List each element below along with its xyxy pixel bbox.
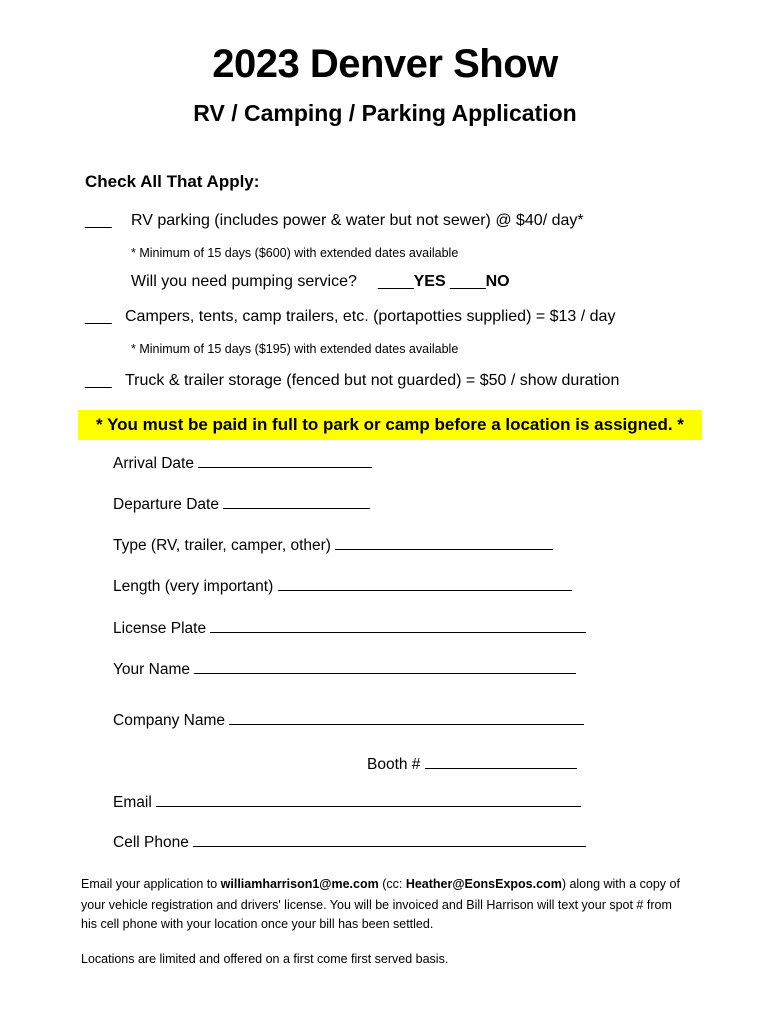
pumping-no-label: NO bbox=[485, 273, 510, 290]
page-title: 2023 Denver Show bbox=[212, 42, 558, 86]
pumping-question: Will you need pumping service? bbox=[131, 273, 357, 290]
footer-instructions-line1 bbox=[81, 877, 680, 891]
length-field[interactable] bbox=[113, 577, 572, 596]
footer-availability-note: Locations are limited and offered on a first come first served basis. bbox=[81, 952, 449, 966]
pumping-yes-option[interactable] bbox=[378, 273, 446, 291]
campers-minimum-note: * Minimum of 15 days ($195) with extended dates available bbox=[131, 342, 459, 356]
your-name-input-line[interactable] bbox=[194, 660, 576, 674]
length-input-line[interactable] bbox=[278, 577, 572, 591]
footer-text: (cc: bbox=[378, 877, 406, 891]
cell-phone-label: Cell Phone bbox=[113, 834, 189, 851]
cell-phone-input-line[interactable] bbox=[193, 833, 586, 847]
type-label: Type (RV, trailer, camper, other) bbox=[113, 537, 331, 554]
rv-parking-checkbox-blank[interactable]: ___ bbox=[85, 212, 112, 229]
cell-phone-field[interactable] bbox=[113, 833, 586, 852]
contact-email-heather[interactable]: Heather@EonsExpos.com bbox=[405, 877, 562, 891]
company-name-label: Company Name bbox=[113, 712, 225, 729]
check-all-heading: Check All That Apply: bbox=[85, 172, 260, 191]
license-plate-field[interactable] bbox=[113, 619, 586, 638]
booth-label: Booth # bbox=[367, 756, 421, 773]
pumping-yes-label: YES bbox=[413, 273, 446, 290]
license-plate-label: License Plate bbox=[113, 620, 207, 637]
footer-text: ) along with a copy of bbox=[561, 877, 680, 891]
company-name-field[interactable] bbox=[113, 711, 584, 730]
campers-label: Campers, tents, camp trailers, etc. (portapotties supplied) = $13 / day bbox=[125, 308, 616, 325]
footer-text: Email your application to bbox=[81, 877, 221, 891]
pumping-no-option[interactable] bbox=[450, 273, 510, 291]
length-label: Length (very important) bbox=[113, 578, 274, 595]
payment-warning-banner: * You must be paid in full to park or camp before a location is assigned. * bbox=[78, 410, 702, 440]
pumping-yes-blank[interactable]: ____ bbox=[378, 273, 414, 290]
rv-minimum-note: * Minimum of 15 days ($600) with extended dates available bbox=[131, 246, 459, 260]
email-label: Email bbox=[113, 794, 152, 811]
arrival-date-field[interactable] bbox=[113, 454, 372, 473]
your-name-field[interactable] bbox=[113, 660, 576, 679]
truck-storage-label: Truck & trailer storage (fenced but not guarded) = $50 / show duration bbox=[125, 372, 620, 389]
rv-parking-label: RV parking (includes power & water but not sewer) @ $40/ day* bbox=[131, 212, 584, 229]
type-input-line[interactable] bbox=[335, 536, 553, 550]
arrival-date-label: Arrival Date bbox=[113, 455, 194, 472]
type-field[interactable] bbox=[113, 536, 553, 555]
departure-date-field[interactable] bbox=[113, 495, 370, 514]
contact-email-william[interactable]: williamharrison1@me.com bbox=[220, 877, 379, 891]
arrival-date-input-line[interactable] bbox=[198, 454, 372, 468]
truck-storage-checkbox-blank[interactable]: ___ bbox=[85, 372, 112, 389]
departure-date-input-line[interactable] bbox=[223, 495, 370, 509]
footer-instructions-line2: your vehicle registration and drivers' license. You will be invoiced and Bill Harrison will text your spot # from bbox=[81, 898, 672, 912]
footer-instructions-line3: his cell phone with your location once your bill has been settled. bbox=[81, 917, 434, 931]
your-name-label: Your Name bbox=[113, 661, 190, 678]
email-input-line[interactable] bbox=[156, 793, 581, 807]
email-field[interactable] bbox=[113, 793, 581, 812]
booth-field[interactable] bbox=[367, 755, 577, 774]
pumping-no-blank[interactable]: ____ bbox=[450, 273, 486, 290]
campers-checkbox-blank[interactable]: ___ bbox=[85, 308, 112, 325]
company-name-input-line[interactable] bbox=[229, 711, 584, 725]
page-subtitle: RV / Camping / Parking Application bbox=[193, 100, 577, 126]
booth-input-line[interactable] bbox=[425, 755, 577, 769]
departure-date-label: Departure Date bbox=[113, 496, 219, 513]
license-plate-input-line[interactable] bbox=[210, 619, 586, 633]
